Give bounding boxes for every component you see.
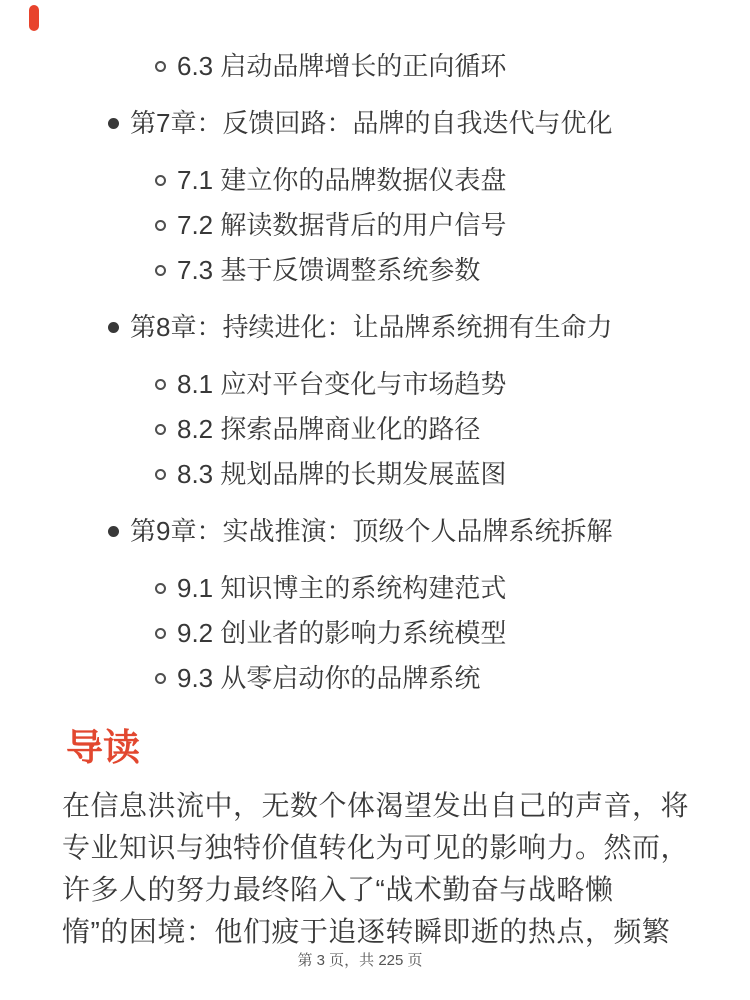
- toc-item-label: 7.1 建立你的品牌数据仪表盘: [177, 165, 507, 195]
- toc-item: [177, 53, 750, 79]
- toc-item-label: 8.3 规划品牌的长期发展蓝图: [177, 459, 507, 489]
- toc-item-label: 第7章：反馈回路：品牌的自我迭代与优化: [130, 108, 613, 138]
- section-heading-daodu: 导读: [66, 727, 140, 768]
- filled-dot-bullet-icon: [108, 526, 119, 537]
- toc-item: [177, 416, 750, 442]
- toc-item: [177, 257, 750, 283]
- toc-item-chapter-8: [130, 314, 750, 340]
- intro-paragraph: [62, 785, 750, 953]
- paragraph-line: 在信息洪流中，无数个体渴望发出自己的声音，将: [62, 790, 690, 821]
- toc-item: [177, 620, 750, 646]
- paragraph-line: 许多人的努力最终陷入了“战术勤奋与战略懒: [62, 874, 614, 905]
- hollow-circle-bullet-icon: [155, 469, 166, 480]
- hollow-circle-bullet-icon: [155, 175, 166, 186]
- toc-item: [177, 212, 750, 238]
- toc-item-label: 第9章：实战推演：顶级个人品牌系统拆解: [130, 516, 613, 546]
- toc-item-label: 9.3 从零启动你的品牌系统: [177, 663, 481, 693]
- hollow-circle-bullet-icon: [155, 583, 166, 594]
- toc-item-label: 8.1 应对平台变化与市场趋势: [177, 369, 507, 399]
- hollow-circle-bullet-icon: [155, 220, 166, 231]
- hollow-circle-bullet-icon: [155, 424, 166, 435]
- toc-item-chapter-7: [130, 110, 750, 136]
- hollow-circle-bullet-icon: [155, 628, 166, 639]
- hollow-circle-bullet-icon: [155, 265, 166, 276]
- toc-item: [177, 167, 750, 193]
- hollow-circle-bullet-icon: [155, 673, 166, 684]
- toc-item-label: 7.3 基于反馈调整系统参数: [177, 255, 481, 285]
- toc-item-label: 第8章：持续进化：让品牌系统拥有生命力: [130, 312, 613, 342]
- page-footer: 第 3 页，共 225 页: [297, 952, 423, 969]
- toc-item: [177, 665, 750, 691]
- paragraph-line: 专业知识与独特价值转化为可见的影响力。然而，: [62, 832, 690, 863]
- toc-item-label: 9.2 创业者的影响力系统模型: [177, 618, 507, 648]
- filled-dot-bullet-icon: [108, 118, 119, 129]
- filled-dot-bullet-icon: [108, 322, 119, 333]
- toc-item-label: 6.3 启动品牌增长的正向循环: [177, 51, 507, 81]
- toc-item-label: 9.1 知识博主的系统构建范式: [177, 573, 507, 603]
- red-marker: [29, 5, 39, 31]
- toc-item-label: 7.2 解读数据背后的用户信号: [177, 210, 507, 240]
- toc-item: [177, 575, 750, 601]
- paragraph-line: 惰”的困境：他们疲于追逐转瞬即逝的热点，频繁: [62, 916, 671, 947]
- toc-item-label: 8.2 探索品牌商业化的路径: [177, 414, 481, 444]
- toc-item-chapter-9: [130, 518, 750, 544]
- toc-item: [177, 371, 750, 397]
- toc-item: [177, 461, 750, 487]
- hollow-circle-bullet-icon: [155, 379, 166, 390]
- hollow-circle-bullet-icon: [155, 61, 166, 72]
